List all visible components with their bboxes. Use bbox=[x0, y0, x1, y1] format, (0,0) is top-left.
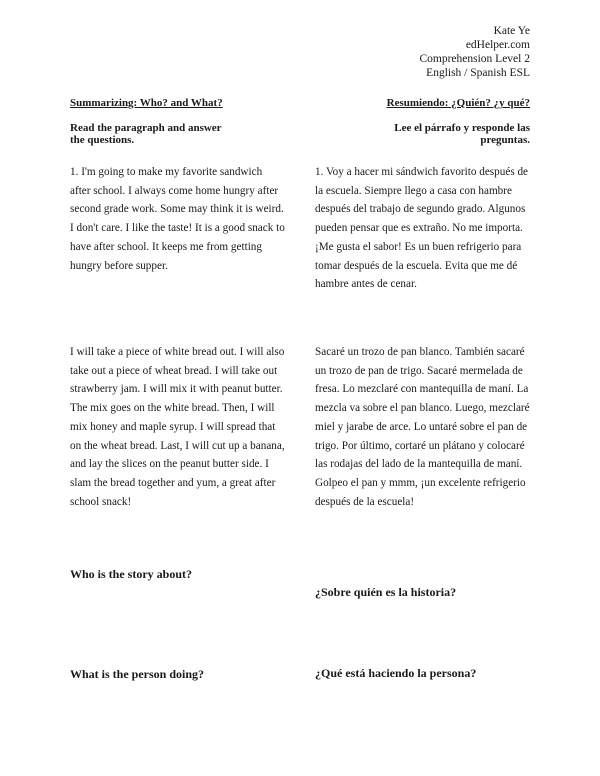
spanish-instructions-line2: preguntas. bbox=[480, 134, 530, 146]
english-instructions bbox=[70, 122, 285, 146]
site-name: edHelper.com bbox=[465, 39, 530, 51]
language-label: English / Spanish ESL bbox=[426, 67, 530, 79]
english-instructions-line1: Read the paragraph and answer bbox=[70, 122, 222, 134]
spanish-instructions bbox=[315, 122, 530, 146]
level-label: Comprehension Level 2 bbox=[419, 53, 530, 65]
english-question-what: What is the person doing? bbox=[70, 667, 205, 681]
english-question-who: Who is the story about? bbox=[70, 567, 193, 581]
english-paragraph-1: 1. I'm going to make my favorite sandwich after school. I always come home hungry after second grade work. Some may think it is weird. I don't care. I like the taste! It is a good snack to have after school. It keeps me from getting hungry before supper. bbox=[70, 166, 285, 272]
spanish-question-what: ¿Qué está haciendo la persona? bbox=[315, 666, 477, 680]
header-info bbox=[419, 24, 530, 80]
spanish-paragraph-1: 1. Voy a hacer mi sándwich favorito después de la escuela. Siempre llego a casa con hambre después del trabajo de segundo grado. Algunos pueden pensar que es extraño. No me importa. ¡Me gusta el sabor! Es un buen refrigerio para tomar después de la escuela. Evita que me dé hambre antes de cenar. bbox=[315, 166, 529, 291]
spanish-paragraph-2: Sacaré un trozo de pan blanco. También sacaré un trozo de pan de trigo. Sacaré mermelada de fresa. Lo mezclaré con mantequilla de maní. La mezcla va sobre el pan blanco. Luego, mezclaré miel y jarabe de arce. Lo untaré sobre el pan de trigo. Por último, cortaré un plátano y colocaré las rodajas del lado de la mantequilla de maní. Golpeo el pan y mmm, ¡un excelente refrigerio después de la escuela! bbox=[315, 346, 530, 508]
author-name: Kate Ye bbox=[493, 25, 530, 37]
spanish-heading: Resumiendo: ¿Quién? ¿y qué? bbox=[386, 97, 530, 109]
english-paragraph-2: I will take a piece of white bread out. I will also take out a piece of wheat bread. I will take out strawberry jam. I will mix it with peanut butter. The mix goes on the white bread. Then, I will mix honey and maple syrup. I will spread that on the wheat bread. Last, I will cut up a banana, and lay the slices on the peanut butter side. I slam the bread together and yum, a great after school snack! bbox=[70, 346, 285, 508]
english-heading: Summarizing: Who? and What? bbox=[70, 97, 223, 109]
spanish-instructions-line1: Lee el párrafo y responde las bbox=[394, 122, 530, 134]
english-instructions-line2: the questions. bbox=[70, 134, 135, 146]
spanish-question-who: ¿Sobre quién es la historia? bbox=[315, 585, 457, 599]
